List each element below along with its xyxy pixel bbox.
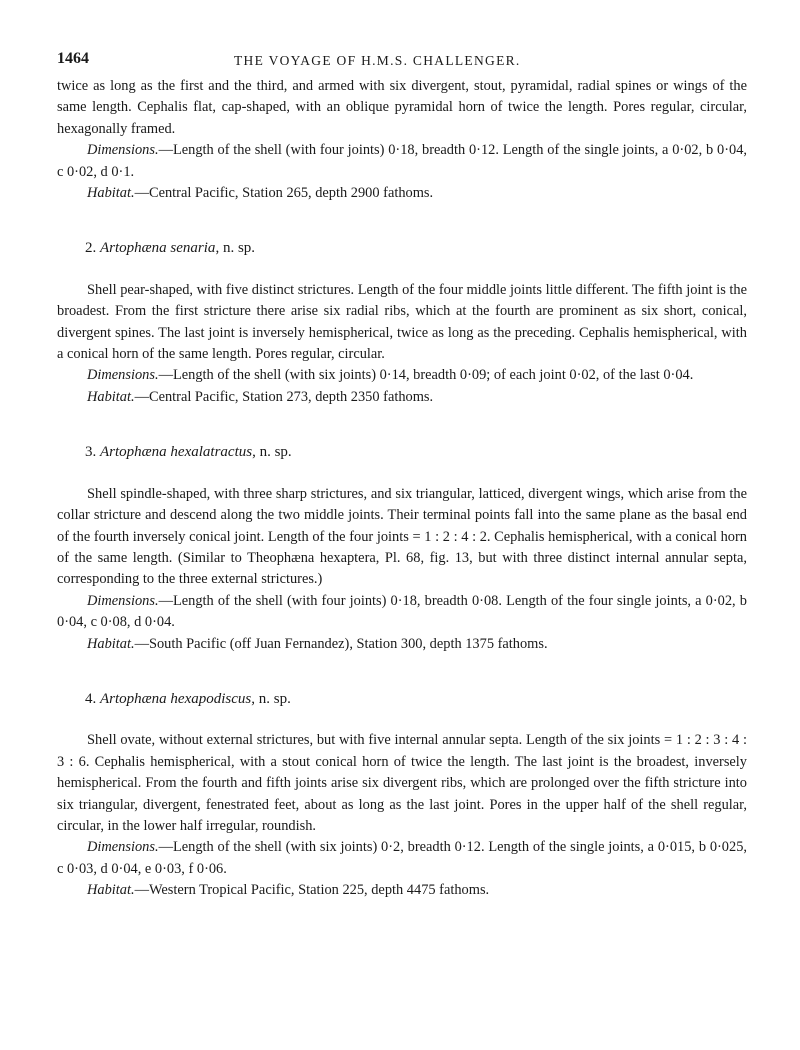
species-name: Artophæna hexapodiscus bbox=[100, 690, 252, 707]
species-entry bbox=[57, 689, 747, 902]
species-entry bbox=[57, 238, 747, 408]
species-suffix: , n. sp. bbox=[215, 240, 256, 257]
species-heading bbox=[57, 442, 747, 463]
page-number: 1464 bbox=[57, 50, 89, 67]
dimensions-label: Dimensions. bbox=[87, 367, 159, 384]
dimensions-text: —Length of the shell (with six joints) 0·14, breadth 0·09; of each joint 0·02, of the last 0·04. bbox=[158, 367, 694, 384]
dimensions-paragraph bbox=[57, 140, 747, 183]
species-heading bbox=[57, 689, 747, 710]
description-paragraph: Shell spindle-shaped, with three sharp strictures, and six triangular, latticed, divergent wings, which arise from the collar stricture and descend along the two middle joints. Their terminal points fall into the same plane as the basal end of the fourth inversely conical joint. Length of the four joints = 1 : 2 : 4 : 2. Cephalis hemispherical, with a conical horn of the same length. (Similar to Theophæna hexaptera, Pl. 68, fig. 13, but with three distinct internal annular septa, corresponding to the three external strictures.) bbox=[57, 485, 747, 588]
habitat-paragraph bbox=[57, 387, 747, 408]
description-paragraph: twice as long as the first and the third, and armed with six divergent, stout, pyramidal, radial spines or wings of the same length. Cephalis flat, cap-shaped, with an oblique pyramidal horn of twice the length. Pores regular, circular, hexagonally framed. bbox=[57, 78, 747, 137]
dimensions-paragraph bbox=[57, 837, 747, 880]
dimensions-text: —Length of the shell (with four joints) 0·18, breadth 0·08. Length of the four single joints, a 0·02, b 0·04, c 0·08, d 0·04. bbox=[57, 592, 747, 631]
habitat-text: —Central Pacific, Station 265, depth 2900 fathoms. bbox=[134, 185, 434, 202]
habitat-label: Habitat. bbox=[87, 882, 135, 899]
habitat-label: Habitat. bbox=[87, 635, 135, 652]
species-name: Artophæna hexalatractus bbox=[100, 444, 253, 461]
running-title: THE VOYAGE OF H.M.S. CHALLENGER. bbox=[234, 53, 521, 68]
species-number: 3. bbox=[85, 444, 97, 461]
habitat-label: Habitat. bbox=[87, 185, 135, 202]
habitat-paragraph bbox=[57, 880, 747, 901]
species-suffix: , n. sp. bbox=[252, 444, 292, 461]
page-header bbox=[57, 44, 747, 70]
habitat-text: —Central Pacific, Station 273, depth 2350 fathoms. bbox=[134, 388, 434, 405]
species-suffix: , n. sp. bbox=[251, 690, 291, 707]
habitat-label: Habitat. bbox=[87, 388, 135, 405]
document-page bbox=[57, 44, 747, 902]
dimensions-text: —Length of the shell (with four joints) 0·18, breadth 0·12. Length of the single joints, a 0·02, b 0·04, c 0·02, d 0·1. bbox=[57, 142, 747, 180]
species-name: Artophæna senaria bbox=[100, 240, 216, 257]
habitat-paragraph bbox=[57, 634, 747, 655]
habitat-text: —Western Tropical Pacific, Station 225, depth 4475 fathoms. bbox=[134, 882, 490, 899]
description-paragraph: Shell ovate, without external strictures, but with five internal annular septa. Length of the six joints = 1 : 2 : 3 : 4 : 3 : 6. Cephalis hemispherical, with a stout conical horn of twice the length. The last joint is the broadest, inversely hemispherical. From the fourth and fifth joints arise six divergent ribs, which are prolonged over the fifth stricture into six triangular, divergent, fenestrated feet, about as long as the last joint. Pores in the upper half of the shell regular, circular, in the lower half irregular, roundish. bbox=[57, 732, 747, 834]
habitat-paragraph bbox=[57, 183, 747, 204]
dimensions-paragraph bbox=[57, 365, 747, 386]
dimensions-label: Dimensions. bbox=[87, 839, 159, 856]
habitat-text: —South Pacific (off Juan Fernandez), Station 300, depth 1375 fathoms. bbox=[134, 635, 548, 652]
dimensions-paragraph bbox=[57, 591, 747, 634]
species-number: 2. bbox=[85, 240, 97, 257]
dimensions-label: Dimensions. bbox=[87, 142, 159, 159]
dimensions-text: —Length of the shell (with six joints) 0·2, breadth 0·12. Length of the single joints, a 0·015, b 0·025, c 0·03, d 0·04, e 0·03, f 0·06. bbox=[57, 839, 747, 877]
species-1-continuation bbox=[57, 76, 747, 204]
species-number: 4. bbox=[85, 690, 97, 707]
dimensions-label: Dimensions. bbox=[87, 592, 159, 609]
species-entry bbox=[57, 442, 747, 655]
species-heading bbox=[57, 238, 747, 259]
description-paragraph: Shell pear-shaped, with five distinct strictures. Length of the four middle joints little different. The fifth joint is the broadest. From the first stricture there arise six radial ribs, which at the fourth are prominent as six short, conical, divergent spines. The last joint is inversely hemispherical, twice as long as the preceding. Cephalis hemispherical, with a conical horn of the same length. Pores regular, circular. bbox=[57, 281, 747, 363]
